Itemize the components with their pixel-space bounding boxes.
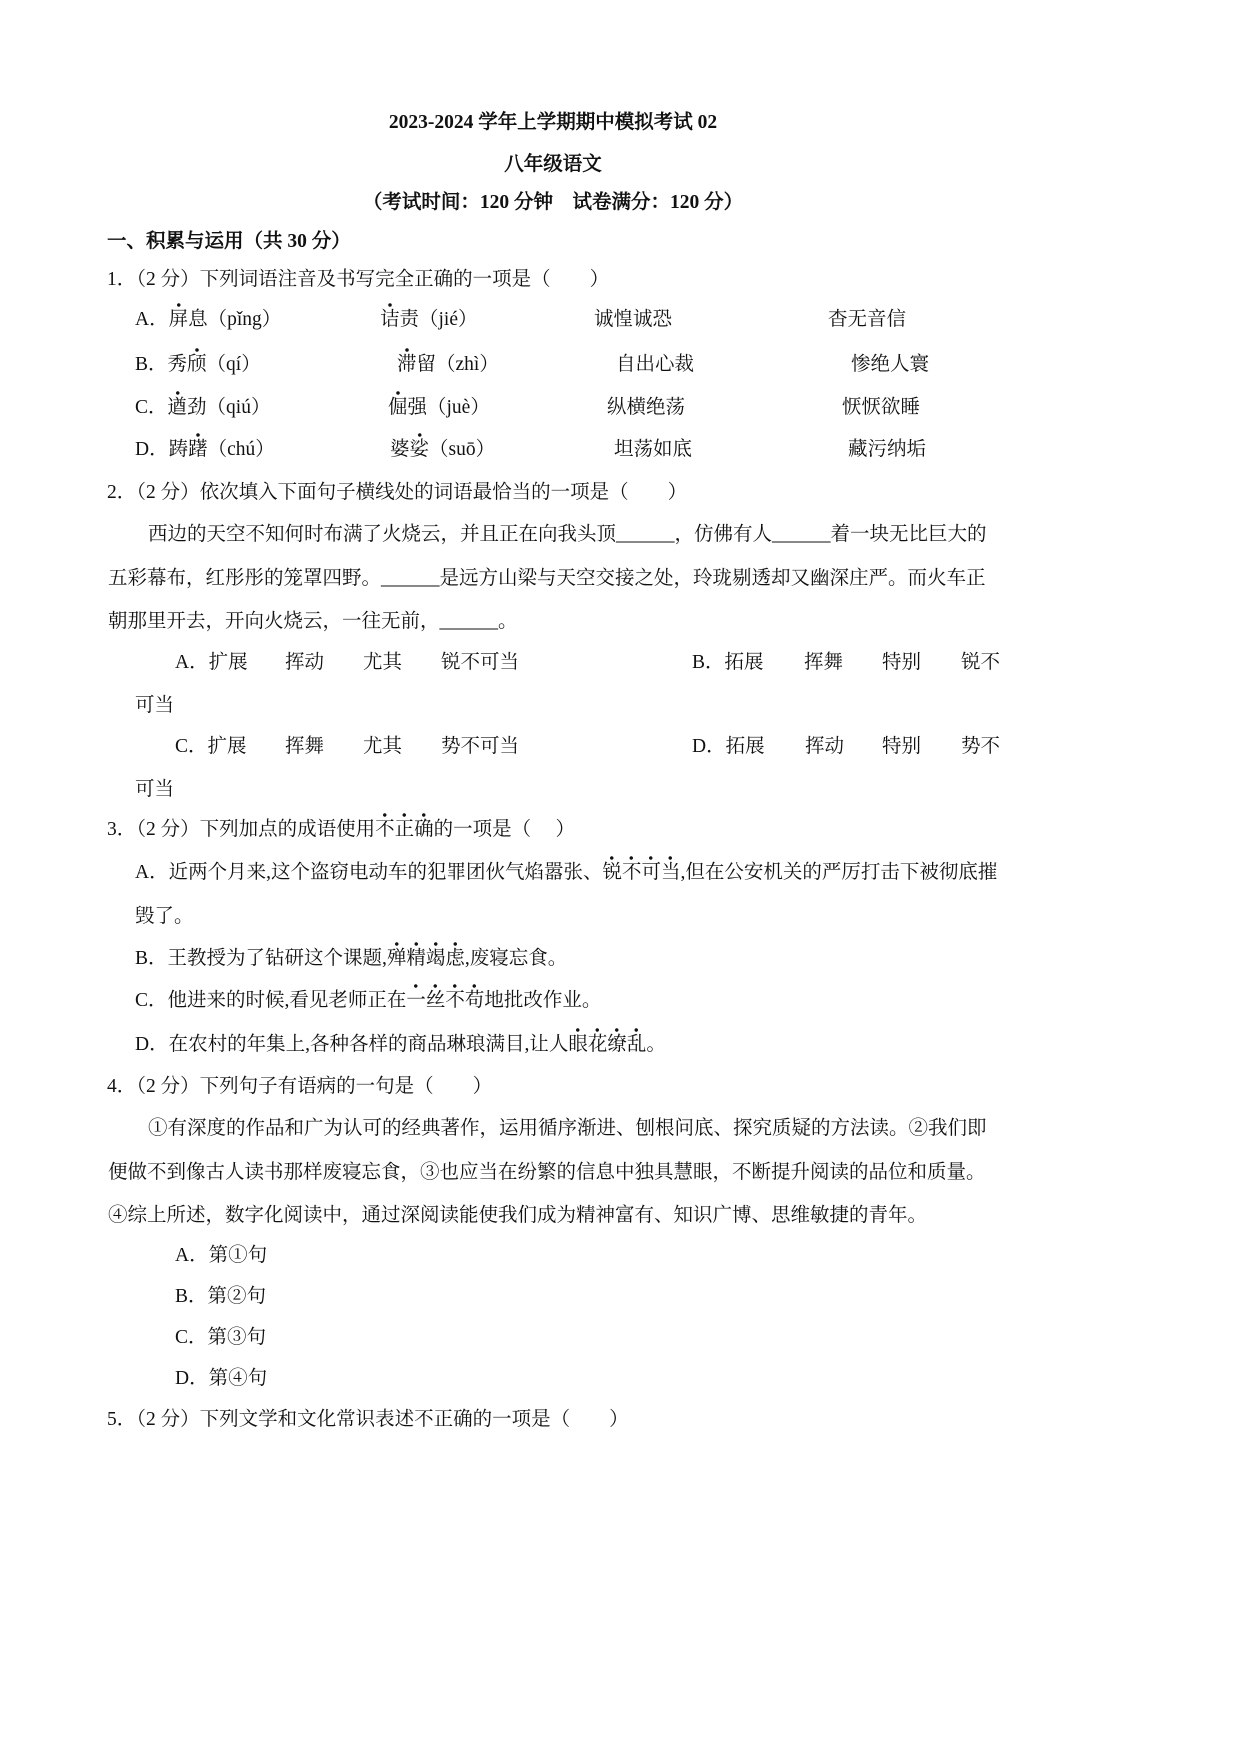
q4-passage-line-2: 便做不到像古人读书那样废寝忘食，③也应当在纷繁的信息中独具慧眼，不断提升阅读的品位和质量。	[108, 1162, 986, 1183]
option-text: 地批改作业。	[484, 990, 602, 1011]
option-word: 扩展	[207, 736, 247, 757]
dotted-char: 倔	[388, 390, 408, 418]
q2-passage-line-3: 朝那里开去，开向火烧云，一往无前，______。	[108, 611, 518, 632]
dotted-idiom: 一丝不苟	[406, 983, 484, 1011]
q4-option-a	[175, 1242, 267, 1270]
q2-option-d-word-4: 势不	[961, 736, 1001, 757]
q4-passage-line-1: ①有深度的作品和广为认可的经典著作，运用循序渐进、刨根问底、探究质疑的方法读。②我们即	[148, 1118, 987, 1139]
option-letter: A．	[135, 309, 169, 330]
option-text: 。	[646, 1034, 666, 1055]
term-text: 息（pǐng）	[188, 309, 282, 330]
term-text: 踌	[168, 439, 189, 460]
q2-option-d-word-2: 挥动	[805, 736, 845, 757]
option-word: 扩展	[208, 652, 248, 673]
q4-option-c	[175, 1324, 266, 1352]
question-2-stem: 2．（2 分）依次填入下面句子横线处的词语最恰当的一项是（ ）	[107, 482, 688, 503]
option-text: 在农村的年集上,各种各样的商品琳琅满目,让人	[168, 1034, 569, 1055]
q1-option-c-term-2	[388, 394, 490, 422]
question-4-stem: 4．（2 分）下列句子有语病的一句是（ ）	[107, 1076, 493, 1097]
stem-text: 3．（2 分）下列加点的成语使用	[107, 819, 376, 840]
option-letter: C．	[175, 1327, 208, 1348]
option-letter: A．	[175, 652, 209, 673]
q4-option-d	[175, 1365, 267, 1393]
q4-option-b	[175, 1283, 266, 1311]
option-letter: D．	[135, 439, 169, 460]
term-text: 责（jié）	[399, 309, 478, 330]
dotted-char: 诘	[380, 302, 400, 330]
q2-option-c-word-4: 势不可当	[441, 736, 520, 757]
option-text: 他进来的时候,看见老师正在	[167, 990, 407, 1011]
option-text: ,废寝忘食。	[464, 948, 568, 969]
q2-option-b-word-4: 锐不	[961, 652, 1001, 673]
section-heading: 一、积累与运用（共 30 分）	[107, 231, 351, 252]
q2-option-d-word-1	[692, 733, 765, 761]
term-text: 秀	[167, 354, 188, 375]
q3-option-a-line-2: 毁了。	[135, 906, 194, 927]
option-letter: C．	[135, 397, 168, 418]
q1-option-c-term-1	[135, 394, 270, 422]
q1-option-b-term-3: 自出心裁	[616, 354, 695, 375]
q2-option-b-word-2: 挥舞	[804, 652, 844, 673]
dotted-idiom: 殚精竭虑	[387, 941, 465, 969]
q2-option-c-word-2: 挥舞	[285, 736, 325, 757]
q2-option-c-word-1	[175, 733, 247, 761]
dotted-text: 不正确	[375, 812, 434, 840]
dotted-char: 遒	[168, 390, 188, 418]
q1-option-b-term-1	[135, 351, 261, 379]
q1-option-c-term-4: 恹恹欲睡	[842, 397, 921, 418]
q1-option-d-term-3: 坦荡如底	[614, 439, 693, 460]
dotted-idiom: 锐不可当	[602, 855, 680, 883]
q2-option-c-word-3: 尤其	[363, 736, 403, 757]
term-text: 婆	[390, 439, 410, 460]
option-letter: B．	[692, 652, 725, 673]
dotted-char: 躇	[188, 432, 208, 460]
question-3-stem	[107, 816, 575, 844]
exam-title: 2023-2024 学年上学期期中模拟考试 02	[388, 112, 718, 133]
term-text: （chú）	[207, 439, 275, 460]
question-1-stem: 1．（2 分）下列词语注音及书写完全正确的一项是（ ）	[107, 269, 610, 290]
exam-subject: 八年级语文	[504, 154, 602, 175]
option-letter: A．	[175, 1245, 209, 1266]
dotted-char: 娑	[410, 432, 430, 460]
q1-option-d-term-4: 藏污纳垢	[848, 439, 927, 460]
option-word: 拓展	[725, 736, 765, 757]
term-text: （suō）	[429, 439, 496, 460]
dotted-idiom: 眼花缭乱	[568, 1027, 646, 1055]
q3-option-c	[135, 987, 601, 1015]
option-letter: A．	[135, 862, 169, 883]
q2-option-a-word-1	[175, 649, 248, 677]
option-text: 第①句	[208, 1245, 268, 1266]
option-text: ,但在公安机关的严厉打击下被彻底摧	[680, 862, 998, 883]
q1-option-a-term-3: 诚惶诚恐	[594, 309, 673, 330]
q2-option-d-word-3: 特别	[882, 736, 922, 757]
term-text: 强（juè）	[407, 397, 490, 418]
term-text: 留（zhì）	[416, 354, 499, 375]
stem-text: 的一项是（ ）	[433, 819, 576, 840]
q4-passage-line-3: ④综上所述，数字化阅读中，通过深阅读能使我们成为精神富有、知识广博、思维敏捷的青年。	[108, 1205, 928, 1226]
option-letter: C．	[135, 990, 168, 1011]
dotted-char: 滞	[397, 347, 417, 375]
q1-option-c-term-3: 纵横绝荡	[607, 397, 686, 418]
q1-option-b-term-2	[397, 351, 499, 379]
option-letter: C．	[175, 736, 208, 757]
option-letter: B．	[175, 1286, 208, 1307]
option-text: 第④句	[208, 1368, 268, 1389]
q3-option-b	[135, 945, 567, 973]
question-5-stem: 5．（2 分）下列文学和文化常识表述不正确的一项是（ ）	[107, 1409, 629, 1430]
option-text: 近两个月来,这个盗窃电动车的犯罪团伙气焰嚣张、	[168, 862, 603, 883]
option-letter: B．	[135, 948, 168, 969]
option-letter: D．	[692, 736, 726, 757]
q2-option-a-word-4: 锐不可当	[441, 652, 520, 673]
q1-option-d-term-2	[390, 436, 495, 464]
term-text: 劲（qiú）	[187, 397, 271, 418]
dotted-char: 屏	[169, 302, 189, 330]
q2-option-b-word-4-wrap: 可当	[135, 695, 175, 716]
option-text: 第③句	[207, 1327, 267, 1348]
q2-option-b-word-3: 特别	[882, 652, 922, 673]
option-word: 拓展	[724, 652, 764, 673]
q2-passage-line-2: 五彩幕布，红彤彤的笼罩四野。______是远方山梁与天空交接之处，玲珑剔透却又幽深庄严。而火车正	[108, 568, 986, 589]
q3-option-d	[135, 1031, 666, 1059]
option-text: 王教授为了钻研这个课题,	[167, 948, 387, 969]
q2-passage-line-1: 西边的天空不知何时布满了火烧云，并且正在向我头顶______，仿佛有人______着一块无比巨大的	[148, 524, 987, 545]
q1-option-a-term-4: 杳无音信	[828, 309, 907, 330]
q2-option-d-word-4-wrap: 可当	[135, 779, 175, 800]
q2-option-a-word-3: 尤其	[363, 652, 403, 673]
q3-option-a-line-1	[135, 859, 997, 887]
q2-option-a-word-2: 挥动	[285, 652, 325, 673]
term-text: （qí）	[206, 354, 261, 375]
q2-option-b-word-1	[692, 649, 764, 677]
option-letter: D．	[175, 1368, 209, 1389]
option-text: 第②句	[207, 1286, 267, 1307]
q1-option-a-term-1	[135, 306, 281, 334]
q1-option-d-term-1	[135, 436, 275, 464]
option-letter: D．	[135, 1034, 169, 1055]
q1-option-b-term-4: 惨绝人寰	[851, 354, 930, 375]
q1-option-a-term-2	[380, 306, 478, 334]
option-letter: B．	[135, 354, 168, 375]
exam-info: （考试时间：120 分钟 试卷满分：120 分）	[362, 192, 744, 213]
dotted-char: 颀	[187, 347, 207, 375]
